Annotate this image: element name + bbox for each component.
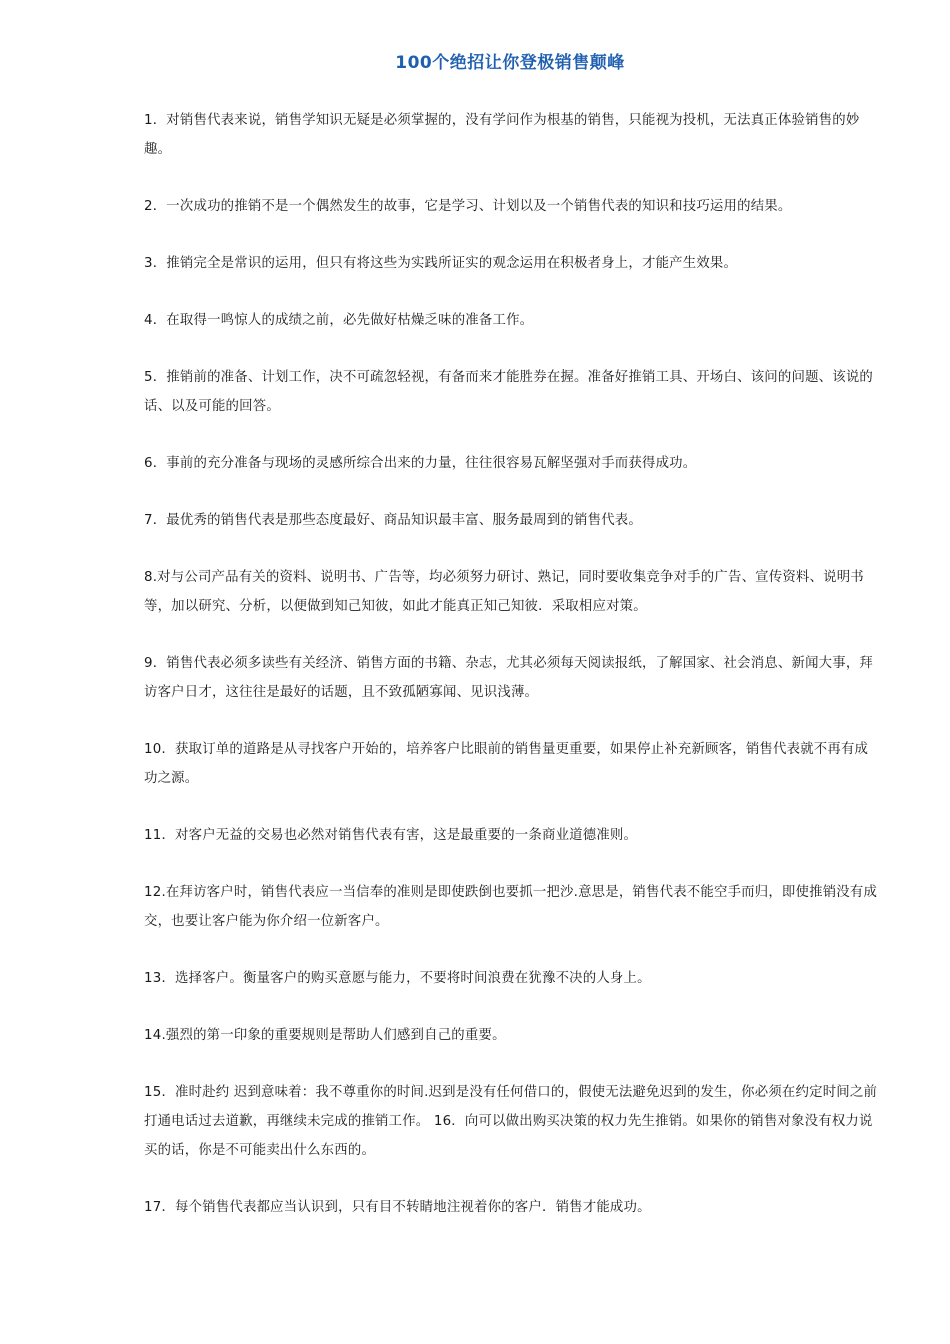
paragraph-9: 9．销售代表必须多读些有关经济、销售方面的书籍、杂志，尤其必须每天阅读报纸，了解国家、社会消息、新闻大事，拜访客户日才，这往往是最好的话题，且不致孤陋寡闻、见识浅薄。 [144, 656, 874, 700]
paragraph-14: 14.强烈的第一印象的重要规则是帮助人们感到自己的重要。 [144, 1028, 506, 1043]
paragraph-10: 10．获取订单的道路是从寻找客户开始的，培养客户比眼前的销售量更重要，如果停止补充新顾客，销售代表就不再有成功之源。 [144, 742, 869, 786]
paragraph-17: 17．每个销售代表都应当认识到，只有目不转睛地注视着你的客户．销售才能成功。 [144, 1200, 651, 1215]
paragraph-15: 15．准时赴约 迟到意味着：我不尊重你的时间.迟到是没有任何借口的，假使无法避免迟到的发生，你必须在约定时间之前打通电话过去道歉，再继续未完成的推销工作。 16．向可以做出购买决策的权力先生推销。如果你的销售对象没有权力说买的话，你是不可能卖出什么东西的。 [144, 1085, 878, 1158]
document-body [144, 106, 878, 1250]
paragraph-3: 3．推销完全是常识的运用，但只有将这些为实践所证实的观念运用在积极者身上，才能产生效果。 [144, 256, 738, 271]
paragraph-1: 1．对销售代表来说，销售学知识无疑是必须掌握的，没有学问作为根基的销售，只能视为投机，无法真正体验销售的妙趣。 [144, 113, 860, 157]
paragraph-12: 12.在拜访客户时，销售代表应一当信奉的准则是即使跌倒也要抓一把沙.意思是，销售代表不能空手而归，即使推销没有成交，也要让客户能为你介绍一位新客户。 [144, 885, 878, 929]
paragraph-7: 7．最优秀的销售代表是那些态度最好、商品知识最丰富、服务最周到的销售代表。 [144, 513, 642, 528]
paragraph-8: 8.对与公司产品有关的资料、说明书、广告等，均必须努力研讨、熟记，同时要收集竞争对手的广告、宣传资料、说明书等，加以研究、分析，以便做到知己知彼，如此才能真正知己知彼．采取相应对策。 [144, 570, 864, 614]
paragraph-4: 4．在取得一鸣惊人的成绩之前，必先做好枯燥乏味的准备工作。 [144, 313, 534, 328]
paragraph-11: 11．对客户无益的交易也必然对销售代表有害，这是最重要的一条商业道德准则。 [144, 828, 638, 843]
paragraph-2: 2．一次成功的推销不是一个偶然发生的故事，它是学习、计划以及一个销售代表的知识和技巧运用的结果。 [144, 199, 792, 214]
document-title: 100个绝招让你登极销售颠峰 [395, 53, 625, 73]
paragraph-13: 13．选择客户。衡量客户的购买意愿与能力，不要将时间浪费在犹豫不决的人身上。 [144, 971, 651, 986]
paragraph-5: 5．推销前的准备、计划工作，决不可疏忽轻视，有备而来才能胜券在握。准备好推销工具、开场白、该问的问题、该说的话、以及可能的回答。 [144, 370, 874, 414]
paragraph-6: 6．事前的充分准备与现场的灵感所综合出来的力量，往往很容易瓦解坚强对手而获得成功。 [144, 456, 697, 471]
